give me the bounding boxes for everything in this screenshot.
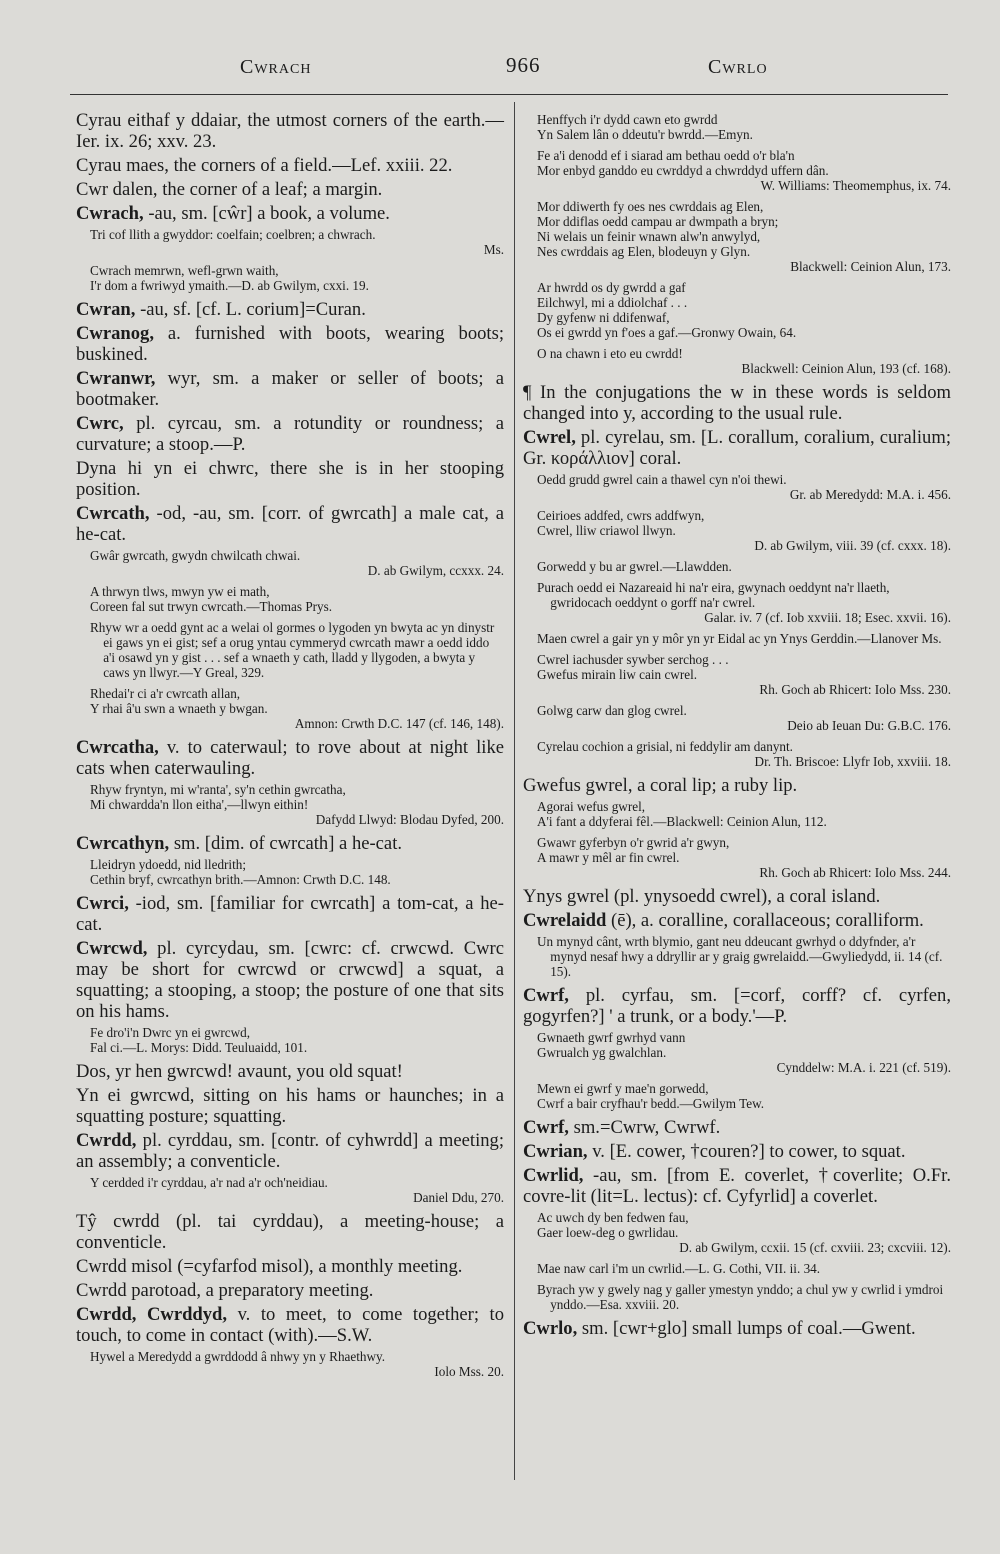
entry-headword: Cwranog, <box>76 323 154 344</box>
quotation-block <box>537 199 951 274</box>
entry-definition: Cwrdd parotoad, a preparatory meeting. <box>76 1280 374 1301</box>
quotation-line: Y cerdded i'r cyrddau, a'r nad a'r och'neidiau. <box>90 1175 328 1190</box>
entry-definition: wyr, sm. a maker or seller of boots; a bootmaker. <box>76 368 504 410</box>
quotation-line: Cethin bryf, cwrcathyn brith.—Amnon: Crwth D.C. 148. <box>90 872 391 887</box>
dictionary-entry <box>76 323 504 365</box>
quotation-block <box>537 148 951 193</box>
running-header <box>40 53 960 86</box>
quotation-source: Blackwell: Ceinion Alun, 173. <box>790 259 951 274</box>
dictionary-entry <box>76 179 504 200</box>
dictionary-entry <box>523 985 951 1027</box>
quotation-block <box>537 652 951 697</box>
quotation-block <box>537 1261 951 1276</box>
left-column <box>76 110 504 1385</box>
quotation-block <box>537 346 951 376</box>
entry-definition: sm. [cwr+glo] small lumps of coal.—Gwent. <box>581 1318 916 1339</box>
quotation-block <box>90 1175 504 1205</box>
quotation-source: Deio ab Ieuan Du: G.B.C. 176. <box>787 718 951 733</box>
quotation-line: Mewn ei gwrf y mae'n gorwedd, <box>537 1081 709 1096</box>
quotation-source: Dr. Th. Briscoe: Llyfr Iob, xxviii. 18. <box>754 754 951 769</box>
dictionary-entry <box>76 737 504 779</box>
entry-definition: pl. cyrfau, sm. [=corf, corff? cf. cyrfen, gogyrfen?] ' a trunk, or a body.'—P. <box>523 985 951 1027</box>
quotation-line: Rhyw wr a oedd gynt ac a welai ol gormes o lygoden yn bwyta ac yn dinystr ei gaws yn ei gist; sef a orug yntau cymmeryd cwrcath mawr a oedd iddo a'i osawd yn y gist . . . sef a wnaeth y cath, lladd y llygoden, a bwyta y caws yn llwyr.—Y Greal, 329. <box>90 620 495 680</box>
quotation-block <box>537 835 951 880</box>
quotation-line: Purach oedd ei Nazareaid hi na'r eira, gwynach oeddynt na'r llaeth, gwridocach oeddynt o gorff na'r cwrel. <box>537 580 890 610</box>
quotation-line: Tri cof llith a gwyddor: coelfain; coelbren; a chwrach. <box>90 227 376 242</box>
quotation-block <box>537 112 951 142</box>
entry-headword: Cwranwr, <box>76 368 156 389</box>
quotation-line: A thrwyn tlws, mwyn yw ei math, <box>90 584 270 599</box>
entry-headword: Cwrel, <box>523 427 576 448</box>
quotation-line: Nes cwrddais ag Elen, blodeuyn y Glyn. <box>537 244 751 259</box>
quotation-block <box>90 782 504 827</box>
quotation-line: Hywel a Meredydd a gwrddodd â nhwy yn y Rhaethwy. <box>90 1349 386 1364</box>
entry-definition: sm. [dim. of cwrcath] a he-cat. <box>173 833 403 854</box>
dictionary-entry <box>523 886 951 907</box>
dictionary-entry <box>76 368 504 410</box>
quotation-line: O na chawn i eto eu cwrdd! <box>537 346 683 361</box>
entry-definition: pl. cyrddau, sm. [contr. of cyhwrdd] a meeting; an assembly; a conventicle. <box>76 1130 504 1172</box>
quotation-source: D. ab Gwilym, ccxxx. 24. <box>367 563 504 578</box>
page-number: 966 <box>506 53 541 77</box>
column-divider <box>514 102 515 1480</box>
dictionary-entry <box>76 1280 504 1301</box>
quotation-block <box>90 584 504 614</box>
entry-definition: -au, sf. [cf. L. corium]=Curan. <box>140 299 366 320</box>
quotation-line: A'i fant a ddyferai fêl.—Blackwell: Ceinion Alun, 112. <box>537 814 827 829</box>
quotation-line: Byrach yw y gwely nag y galler ymestyn ynddo; a chul yw y cwrlid i ymdroi ynddo.—Esa. xxviii. 20. <box>537 1282 944 1312</box>
quotation-line: Rhedai'r ci a'r cwrcath allan, <box>90 686 241 701</box>
quotation-block <box>90 686 504 731</box>
entry-definition: v. to caterwaul; to rove about at night like cats when caterwauling. <box>76 737 504 779</box>
entry-definition: v. [E. cower, †couren?] to cower, to squat. <box>592 1141 906 1162</box>
dictionary-entry <box>76 893 504 935</box>
quotation-line: Fal ci.—L. Morys: Didd. Teuluaidd, 101. <box>90 1040 308 1055</box>
dictionary-entry <box>76 299 504 320</box>
quotation-line: Mi chwardda'n llon eitha',—llwyn eithin! <box>90 797 309 812</box>
quotation-block <box>537 799 951 829</box>
quotation-line: I'r dom a fwriwyd ymaith.—D. ab Gwilym, cxxi. 19. <box>90 278 369 293</box>
quotation-block <box>90 1349 504 1379</box>
entry-headword: Cwrdd, Cwrddyd, <box>76 1304 228 1325</box>
entry-headword: Cwrlid, <box>523 1165 584 1186</box>
entry-definition: v. to meet, to come together; to touch, to come in contact (with).—S.W. <box>76 1304 504 1346</box>
entry-definition: pl. cyrcydau, sm. [cwrc: cf. crwcwd. Cwrc may be short for cwrcwd or crwcwd] a squat, a squatting; a stooping, a stoop; the posture of one that sits on his hams. <box>76 938 505 1022</box>
entry-headword: Cwran, <box>76 299 136 320</box>
quotation-source: Ms. <box>483 242 504 257</box>
quotation-block <box>90 548 504 578</box>
entry-definition: -iod, sm. [familiar for cwrcath] a tom-cat, a he-cat. <box>76 893 505 935</box>
entry-definition: (ē), a. coralline, corallaceous; coralliform. <box>611 910 924 931</box>
quotation-block <box>90 1025 504 1055</box>
dictionary-entry <box>523 775 951 796</box>
quotation-line: Os ei gwrdd yn f'oes a gaf.—Gronwy Owain, 64. <box>537 325 797 340</box>
quotation-block <box>537 1282 951 1312</box>
quotation-line: Dy gyfenw ni ddifenwaf, <box>537 310 670 325</box>
header-rule <box>70 94 948 95</box>
dictionary-entry <box>76 203 504 224</box>
quotation-block <box>90 263 504 293</box>
quotation-line: Cyrelau cochion a grisial, ni feddylir am danynt. <box>537 739 793 754</box>
quotation-line: Henffych i'r dydd cawn eto gwrdd <box>537 112 718 127</box>
entry-headword: Cwrf, <box>523 1117 569 1138</box>
entry-headword: Cwrlo, <box>523 1318 578 1339</box>
entry-headword: Cwrcwd, <box>76 938 148 959</box>
dictionary-entry <box>76 1211 504 1253</box>
entry-definition: Dos, yr hen gwrcwd! avaunt, you old squat! <box>76 1061 403 1082</box>
entry-headword: Cwrdd, <box>76 1130 137 1151</box>
quotation-block <box>90 857 504 887</box>
dictionary-entry <box>76 833 504 854</box>
entry-definition: Dyna hi yn ei chwrc, there she is in her stooping position. <box>76 458 504 500</box>
dictionary-entry <box>523 382 951 424</box>
quotation-line: Fe a'i denodd ef i siarad am bethau oedd o'r bla'n <box>537 148 795 163</box>
quotation-source: Amnon: Crwth D.C. 147 (cf. 146, 148). <box>294 716 504 731</box>
entry-headword: Cwrach, <box>76 203 144 224</box>
dictionary-entry <box>523 1117 951 1138</box>
entry-definition: -au, sm. [cŵr] a book, a volume. <box>148 203 390 224</box>
entry-definition: -au, sm. [from E. coverlet, †coverlite; O.Fr. covre-lit (lit=L. lectus): cf. Cyfyrlid] a coverlet. <box>523 1165 951 1207</box>
quotation-line: Mor ddiflas oedd campau ar dwmpath a bryn; <box>537 214 779 229</box>
quotation-line: Ar hwrdd os dy gwrdd a gaf <box>537 280 686 295</box>
quotation-line: Gwrualch yg gwalchlan. <box>537 1045 667 1060</box>
quotation-line: Lleidryn ydoedd, nid lledrith; <box>90 857 247 872</box>
quotation-line: Mor ddiwerth fy oes nes cwrddais ag Elen, <box>537 199 764 214</box>
quotation-block <box>537 472 951 502</box>
quotation-block <box>537 1030 951 1075</box>
dictionary-entry <box>76 1304 504 1346</box>
dictionary-entry <box>76 938 504 1022</box>
dictionary-entry <box>76 413 504 455</box>
quotation-line: Agorai wefus gwrel, <box>537 799 646 814</box>
quotation-line: Ceirioes addfed, cwrs addfwyn, <box>537 508 705 523</box>
quotation-block <box>537 508 951 553</box>
quotation-line: A mawr y mêl ar fin cwrel. <box>537 850 680 865</box>
dictionary-entry <box>76 503 504 545</box>
quotation-line: Gwnaeth gwrf gwrhyd vann <box>537 1030 686 1045</box>
quotation-block <box>537 559 951 574</box>
quotation-line: Rhyw fryntyn, mi w'ranta', sy'n cethin gwrcatha, <box>90 782 346 797</box>
entry-definition: pl. cyrcau, sm. a rotundity or roundness; a curvature; a stoop.—P. <box>76 413 504 455</box>
entry-headword: Cwrian, <box>523 1141 588 1162</box>
dictionary-entry <box>76 1061 504 1082</box>
quotation-line: Un mynyd cânt, wrth blymio, gant neu ddeucant gwrhyd o ddyfnder, a'r mynyd nesaf hwy a ddryllir ar y graig gwrelaidd.—Gwyliedydd, ii. 14 (cf. 15). <box>537 934 943 979</box>
entry-definition: Ynys gwrel (pl. ynysoedd cwrel), a coral island. <box>523 886 881 907</box>
right-column <box>523 110 951 1342</box>
entry-definition: Tŷ cwrdd (pl. tai cyrddau), a meeting-house; a conventicle. <box>76 1211 504 1253</box>
quotation-source: Daniel Ddu, 270. <box>413 1190 504 1205</box>
quotation-block <box>537 1210 951 1255</box>
quotation-block <box>537 580 951 625</box>
header-right-guideword: Cwrlo <box>708 56 768 78</box>
quotation-block <box>90 620 504 680</box>
quotation-line: Yn Salem lân o ddeutu'r bwrdd.—Emyn. <box>537 127 753 142</box>
dictionary-entry <box>76 1085 504 1127</box>
quotation-source: Dafydd Llwyd: Blodau Dyfed, 200. <box>315 812 504 827</box>
quotation-line: Gwawr gyferbyn o'r gwrid a'r gwyn, <box>537 835 730 850</box>
quotation-line: Y rhai â'u swn a wnaeth y bwgan. <box>90 701 268 716</box>
entry-headword: Cwrcath, <box>76 503 150 524</box>
quotation-line: Maen cwrel a gair yn y môr yn yr Eidal ac yn Ynys Gerddin.—Llanover Ms. <box>537 631 942 646</box>
quotation-source: W. Williams: Theomemphus, ix. 74. <box>760 178 951 193</box>
quotation-line: Gaer loew-deg o gwrlidau. <box>537 1225 679 1240</box>
dictionary-entry <box>523 1141 951 1162</box>
quotation-source: D. ab Gwilym, viii. 39 (cf. cxxx. 18). <box>754 538 951 553</box>
dictionary-entry <box>76 1256 504 1277</box>
quotation-line: Cwrf a bair cryfhau'r bedd.—Gwilym Tew. <box>537 1096 765 1111</box>
dictionary-entry <box>76 1130 504 1172</box>
entry-headword: Cwrcathyn, <box>76 833 170 854</box>
dictionary-entry <box>523 1318 951 1339</box>
quotation-block <box>537 280 951 340</box>
quotation-line: Cwrel iachusder sywber serchog . . . <box>537 652 729 667</box>
dictionary-entry <box>523 910 951 931</box>
dictionary-entry <box>523 427 951 469</box>
quotation-line: Eilchwyl, mi a ddiolchaf . . . <box>537 295 688 310</box>
quotation-source: D. ab Gwilym, ccxii. 15 (cf. cxviii. 23; cxcviii. 12). <box>679 1240 951 1255</box>
quotation-source: Galar. iv. 7 (cf. Iob xxviii. 18; Esec. xxvii. 16). <box>704 610 951 625</box>
dictionary-entry <box>76 458 504 500</box>
quotation-line: Fe dro'i'n Dwrc yn ei gwrcwd, <box>90 1025 251 1040</box>
dictionary-entry <box>76 110 504 152</box>
quotation-line: Gorwedd y bu ar gwrel.—Llawdden. <box>537 559 732 574</box>
dictionary-entry <box>76 155 504 176</box>
quotation-line: Golwg carw dan glog cwrel. <box>537 703 687 718</box>
quotation-line: Gwâr gwrcath, gwydn chwilcath chwai. <box>90 548 301 563</box>
entry-headword: Cwrci, <box>76 893 129 914</box>
quotation-source: Rh. Goch ab Rhicert: Iolo Mss. 230. <box>759 682 951 697</box>
entry-definition: Cyrau maes, the corners of a field.—Lef. xxiii. 22. <box>76 155 453 176</box>
entry-headword: Cwrcatha, <box>76 737 159 758</box>
quotation-block <box>537 631 951 646</box>
quotation-source: Cynddelw: M.A. i. 221 (cf. 519). <box>776 1060 951 1075</box>
quotation-block <box>537 934 951 979</box>
quotation-line: Ac uwch dy ben fedwen fau, <box>537 1210 689 1225</box>
entry-headword: Cwrelaidd <box>523 910 607 931</box>
quotation-source: Blackwell: Ceinion Alun, 193 (cf. 168). <box>741 361 951 376</box>
entry-definition: Yn ei gwrcwd, sitting on his hams or haunches; in a squatting posture; squatting. <box>76 1085 504 1127</box>
quotation-block <box>537 703 951 733</box>
header-left-guideword: Cwrach <box>240 56 312 78</box>
entry-definition: a. furnished with boots, wearing boots; buskined. <box>76 323 504 365</box>
quotation-line: Coreen fal sut trwyn cwrcath.—Thomas Prys. <box>90 599 333 614</box>
entry-headword: Cwrc, <box>76 413 124 434</box>
quotation-source: Iolo Mss. 20. <box>434 1364 504 1379</box>
quotation-line: Cwrel, lliw criawol llwyn. <box>537 523 676 538</box>
entry-definition: pl. cyrelau, sm. [L. corallum, coralium, curalium; Gr. κοράλλιον] coral. <box>523 427 951 469</box>
entry-definition: Cwrdd misol (=cyfarfod misol), a monthly meeting. <box>76 1256 463 1277</box>
quotation-block <box>90 227 504 257</box>
quotation-line: Mor enbyd ganddo eu cwrddyd a chwrddyd uffern dân. <box>537 163 829 178</box>
quotation-line: Ni welais un feinir wnawn alw'n anwylyd, <box>537 229 761 244</box>
entry-definition: Cwr dalen, the corner of a leaf; a margin. <box>76 179 383 200</box>
entry-definition: ¶ In the conjugations the w in these words is seldom changed into y, according to the usual rule. <box>523 382 951 424</box>
entry-definition: Gwefus gwrel, a coral lip; a ruby lip. <box>523 775 798 796</box>
quotation-line: Oedd grudd gwrel cain a thawel cyn n'oi thewi. <box>537 472 787 487</box>
entry-definition: sm.=Cwrw, Cwrwf. <box>573 1117 721 1138</box>
quotation-block <box>537 739 951 769</box>
quotation-line: Mae naw carl i'm un cwrlid.—L. G. Cothi, VII. ii. 34. <box>537 1261 821 1276</box>
quotation-line: Gwefus mirain liw cain cwrel. <box>537 667 698 682</box>
quotation-block <box>537 1081 951 1111</box>
entry-definition: -od, -au, sm. [corr. of gwrcath] a male cat, a he-cat. <box>76 503 505 545</box>
quotation-source: Gr. ab Meredydd: M.A. i. 456. <box>789 487 951 502</box>
entry-headword: Cwrf, <box>523 985 569 1006</box>
quotation-line: Cwrach memrwn, wefl-grwn waith, <box>90 263 279 278</box>
quotation-source: Rh. Goch ab Rhicert: Iolo Mss. 244. <box>759 865 951 880</box>
entry-definition: Cyrau eithaf y ddaiar, the utmost corners of the earth.—Ier. ix. 26; xxv. 23. <box>76 110 504 152</box>
dictionary-entry <box>523 1165 951 1207</box>
